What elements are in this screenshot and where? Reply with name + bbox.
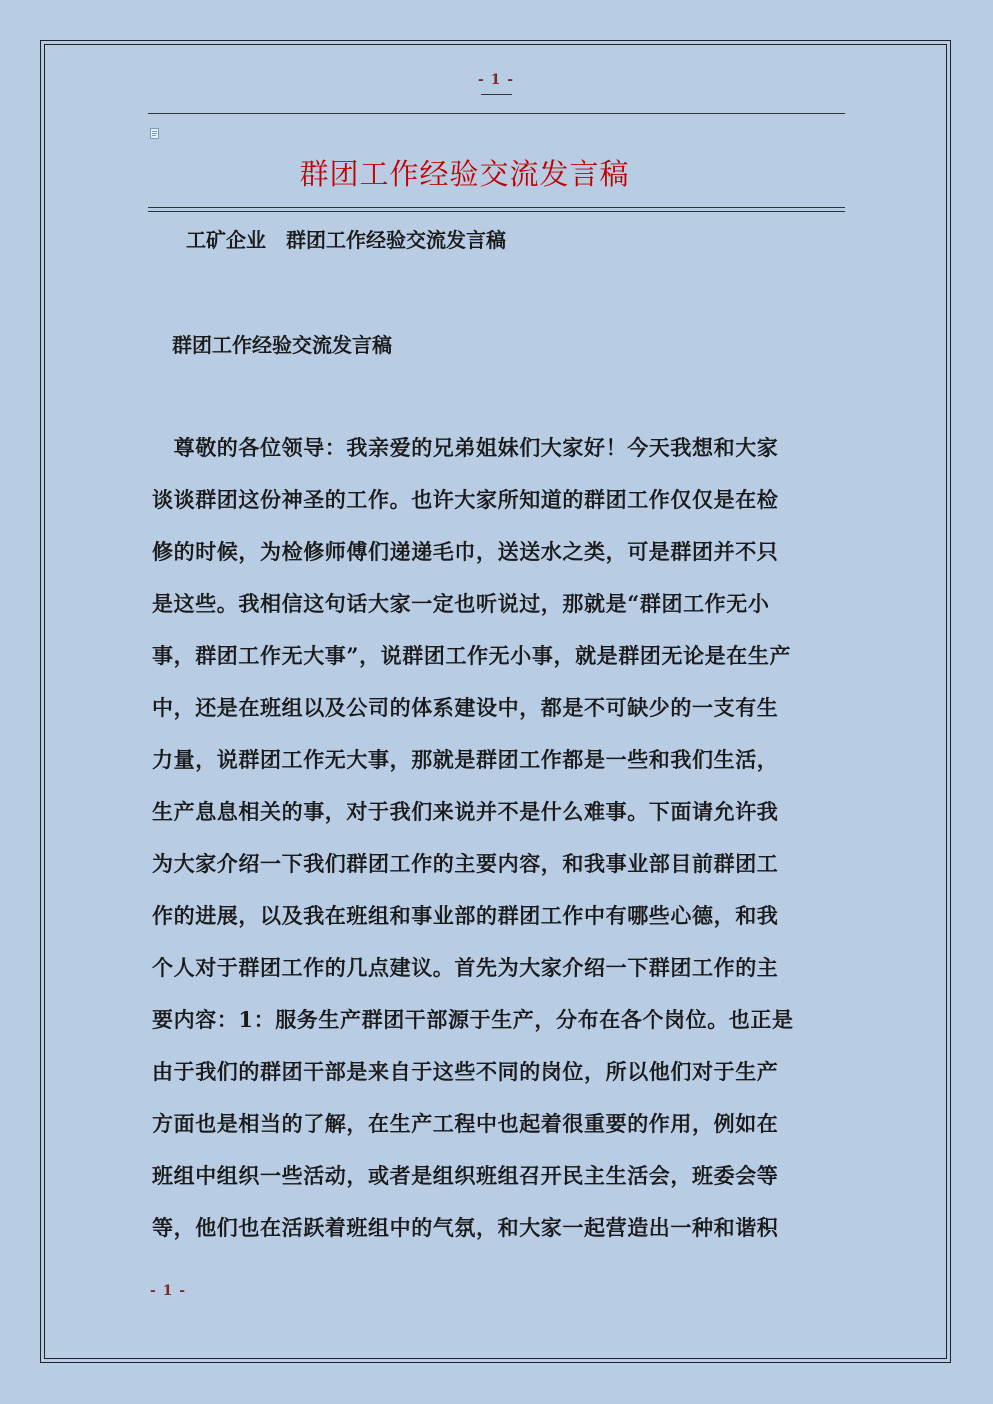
body-line: 方面也是相当的了解，在生产工程中也起着很重要的作用，例如在 — [152, 1111, 779, 1136]
document-subtitle: 工矿企业 群团工作经验交流发言稿 — [186, 228, 506, 252]
document-title: 群团工作经验交流发言稿 — [299, 157, 630, 191]
header-rule — [148, 113, 845, 114]
body-line: 由于我们的群团干部是来自于这些不同的岗位，所以他们对于生产 — [152, 1059, 779, 1084]
body-line: 中，还是在班组以及公司的体系建设中，都是不可缺少的一支有生 — [152, 695, 779, 720]
body-line: 生产息息相关的事，对于我们来说并不是什么难事。下面请允许我 — [152, 799, 779, 824]
header-page-number: - 1 - — [477, 72, 515, 88]
section-heading: 群团工作经验交流发言稿 — [172, 333, 392, 357]
body-line: 谈谈群团这份神圣的工作。也许大家所知道的群团工作仅仅是在检 — [152, 487, 779, 512]
body-line: 事，群团工作无大事”，说群团工作无小事，就是群团无论是在生产 — [152, 643, 792, 668]
footer-page-number: - 1 - — [150, 1283, 187, 1299]
body-line: 个人对于群团工作的几点建议。首先为大家介绍一下群团工作的主 — [152, 955, 779, 980]
title-rule-top — [148, 207, 845, 208]
body-line: 作的进展，以及我在班组和事业部的群团工作中有哪些心德，和我 — [152, 903, 779, 928]
body-line: 要内容：1：服务生产群团干部源于生产，分布在各个岗位。也正是 — [152, 1007, 794, 1032]
body-line: 尊敬的各位领导：我亲爱的兄弟姐妹们大家好！今天我想和大家 — [152, 435, 779, 460]
body-line: 班组中组织一些活动，或者是组织班组召开民主生活会，班委会等 — [152, 1163, 779, 1188]
body-text — [152, 422, 842, 1254]
body-line: 为大家介绍一下我们群团工作的主要内容，和我事业部目前群团工 — [152, 851, 779, 876]
body-line: 修的时候，为检修师傅们递递毛巾，送送水之类，可是群团并不只 — [152, 539, 779, 564]
title-rule-bottom — [148, 211, 845, 212]
body-line: 是这些。我相信这句话大家一定也听说过，那就是“群团工作无小 — [152, 591, 770, 616]
body-line: 等，他们也在活跃着班组中的气氛，和大家一起营造出一种和谐积 — [152, 1215, 779, 1240]
body-line: 力量，说群团工作无大事，那就是群团工作都是一些和我们生活， — [152, 747, 779, 772]
document-icon — [150, 128, 160, 139]
header-page-number-underline — [481, 94, 512, 95]
